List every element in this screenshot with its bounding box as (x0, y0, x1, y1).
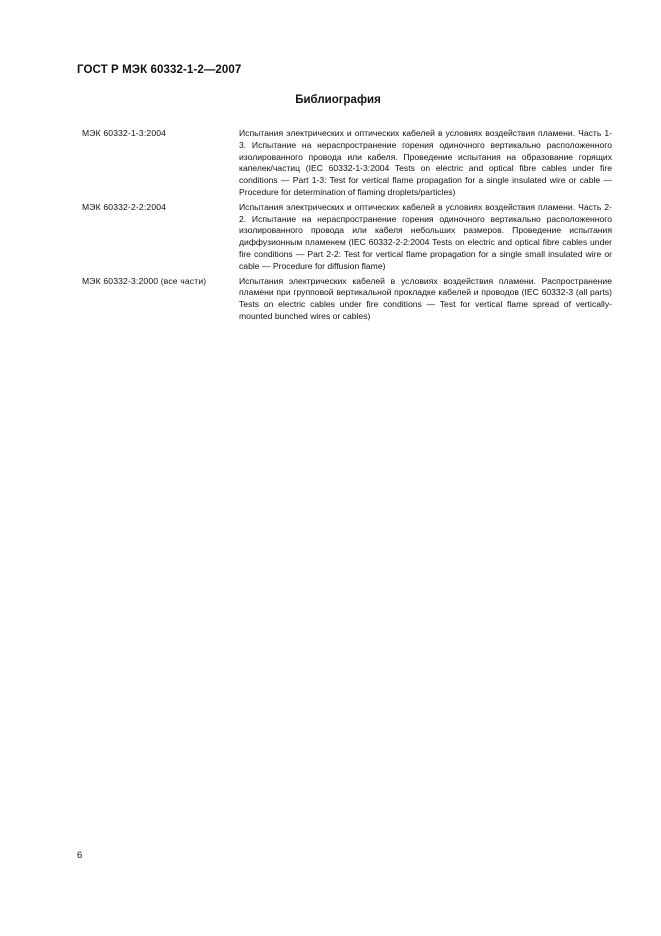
bibliography-entry (82, 202, 612, 273)
bibliography-reference-description: Испытания электрических кабелей в условиях воздействия пламени. Распространение пламени при групповой вертикальной прокладке кабелей и проводов (IEC 60332-3 (all parts) Tests on electric cables under fire conditions — Test for vertical flame spread of vertically-mounted bunched wires or cables) (239, 275, 612, 321)
bibliography-entry (82, 276, 612, 323)
bibliography-title: Библиография (295, 94, 381, 106)
bibliography-reference-code: МЭК 60332-2-2:2004 (82, 201, 167, 212)
bibliography-reference-code: МЭК 60332-3:2000 (все части) (82, 275, 207, 286)
bibliography-reference-description: Испытания электрических и оптических кабелей в условиях воздействия пламени. Часть 1-3. Испытание на нераспространение горения одиночного вертикально расположенного изолированного провода или кабеля. Проведение испытания на образование горящих капелек/частиц (IEC 60332-1-3:2004 Tests on electric and optical fibre cables under fire conditions — Part 1-3: Test for vertical flame propagation for a single insulated wire or cable — Procedure for determination of flaming droplets/particles) (239, 128, 612, 197)
bibliography-reference-description: Испытания электрических и оптических кабелей в условиях воздействия пламени. Часть 2-2. Испытание на нераспространение горения одиночного вертикально расположенного изолированного провода или кабеля небольших размеров. Проведение испытания диффузионным пламенем (IEC 60332-2-2:2004 Tests on electric and optical fibre cables under fire conditions — Part 2-2: Test for vertical flame propagation for a single small insulated wire or cable — Procedure for diffusion flame) (239, 201, 612, 271)
bibliography-entry (82, 128, 612, 199)
page-number: 6 (77, 850, 83, 861)
bibliography-reference-code: МЭК 60332-1-3:2004 (82, 128, 167, 138)
document-header-standard-id: ГОСТ Р МЭК 60332-1-2—2007 (77, 64, 242, 76)
bibliography-list (82, 128, 612, 326)
